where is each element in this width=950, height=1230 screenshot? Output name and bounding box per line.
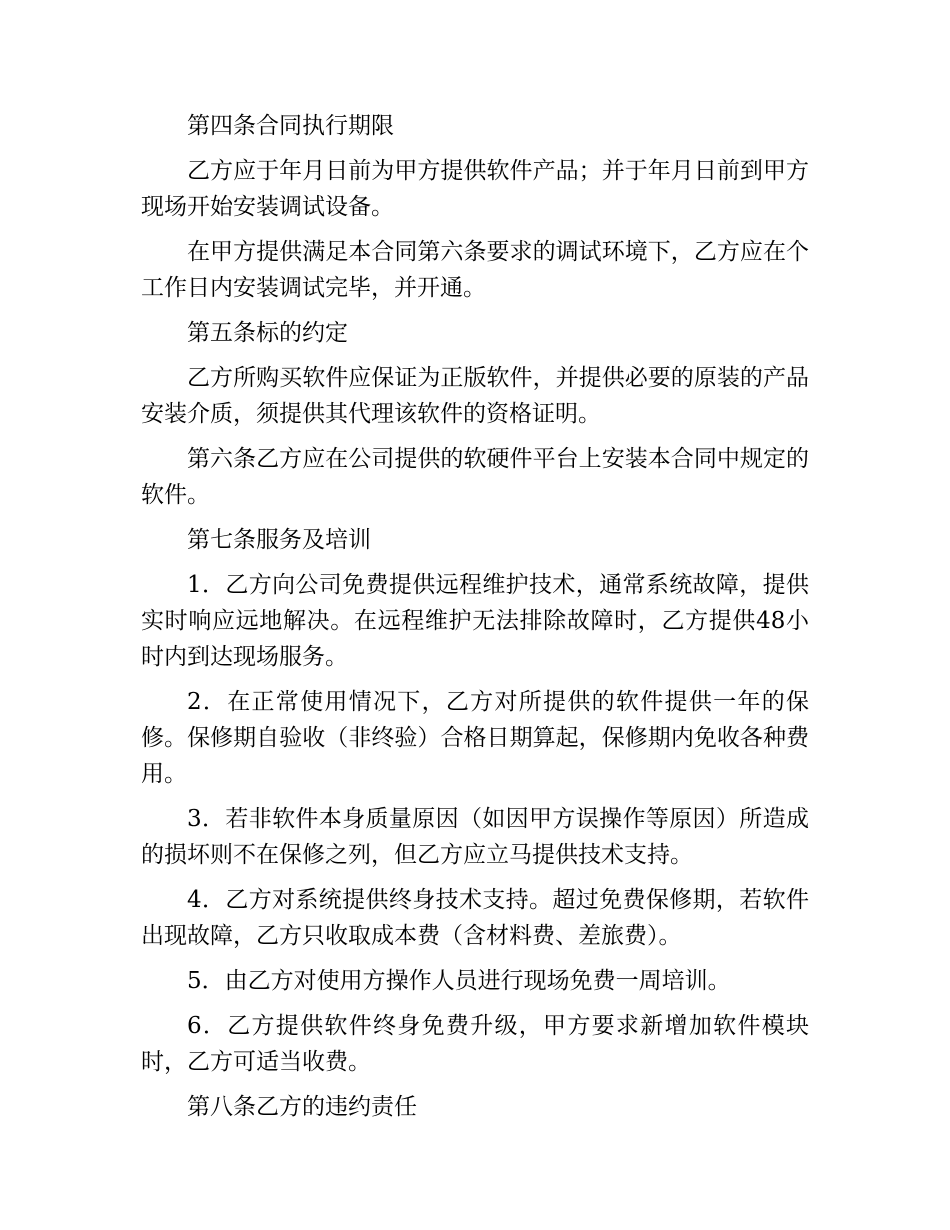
list-item-lifetime-support: 4．乙方对系统提供终身技术支持。超过免费保修期，若软件出现故障，乙方只收取成本费（含材料费、差旅费）。 <box>141 887 809 949</box>
section-article-6: 第六条乙方应在公司提供的软硬件平台上安装本合同中规定的软件。 <box>141 446 809 508</box>
list-item-remote-maintenance: 1．乙方向公司免费提供远程维护技术，通常系统故障，提供实时响应远地解决。在远程维护无法排除故障时，乙方提供48小时内到达现场服务。 <box>141 572 809 670</box>
document-body <box>141 108 809 1134</box>
list-item-warranty: 2．在正常使用情况下，乙方对所提供的软件提供一年的保修。保修期自验收（非终验）合格日期算起，保修期内免收各种费用。 <box>141 689 809 787</box>
list-item-training: 5．由乙方对使用方操作人员进行现场免费一周培训。 <box>187 968 731 994</box>
paragraph-genuine-software: 乙方所购买软件应保证为正版软件，并提供必要的原装的产品安装介质，须提供其代理该软件的资格证明。 <box>141 365 809 427</box>
section-heading-article-7: 第七条服务及培训 <box>187 527 371 553</box>
list-item-upgrades: 6．乙方提供软件终身免费升级，甲方要求新增加软件模块时，乙方可适当收费。 <box>141 1013 809 1075</box>
section-heading-article-5: 第五条标的约定 <box>187 320 348 346</box>
section-heading-article-8: 第八条乙方的违约责任 <box>187 1094 417 1120</box>
paragraph-delivery-schedule: 乙方应于年月日前为甲方提供软件产品；并于年月日前到甲方现场开始安装调试设备。 <box>141 158 809 220</box>
section-heading-article-4: 第四条合同执行期限 <box>187 113 394 139</box>
paragraph-installation-period: 在甲方提供满足本合同第六条要求的调试环境下，乙方应在个工作日内安装调试完毕，并开通。 <box>141 239 809 301</box>
list-item-warranty-exclusion: 3．若非软件本身质量原因（如因甲方误操作等原因）所造成的损坏则不在保修之列，但乙方应立马提供技术支持。 <box>141 806 809 868</box>
